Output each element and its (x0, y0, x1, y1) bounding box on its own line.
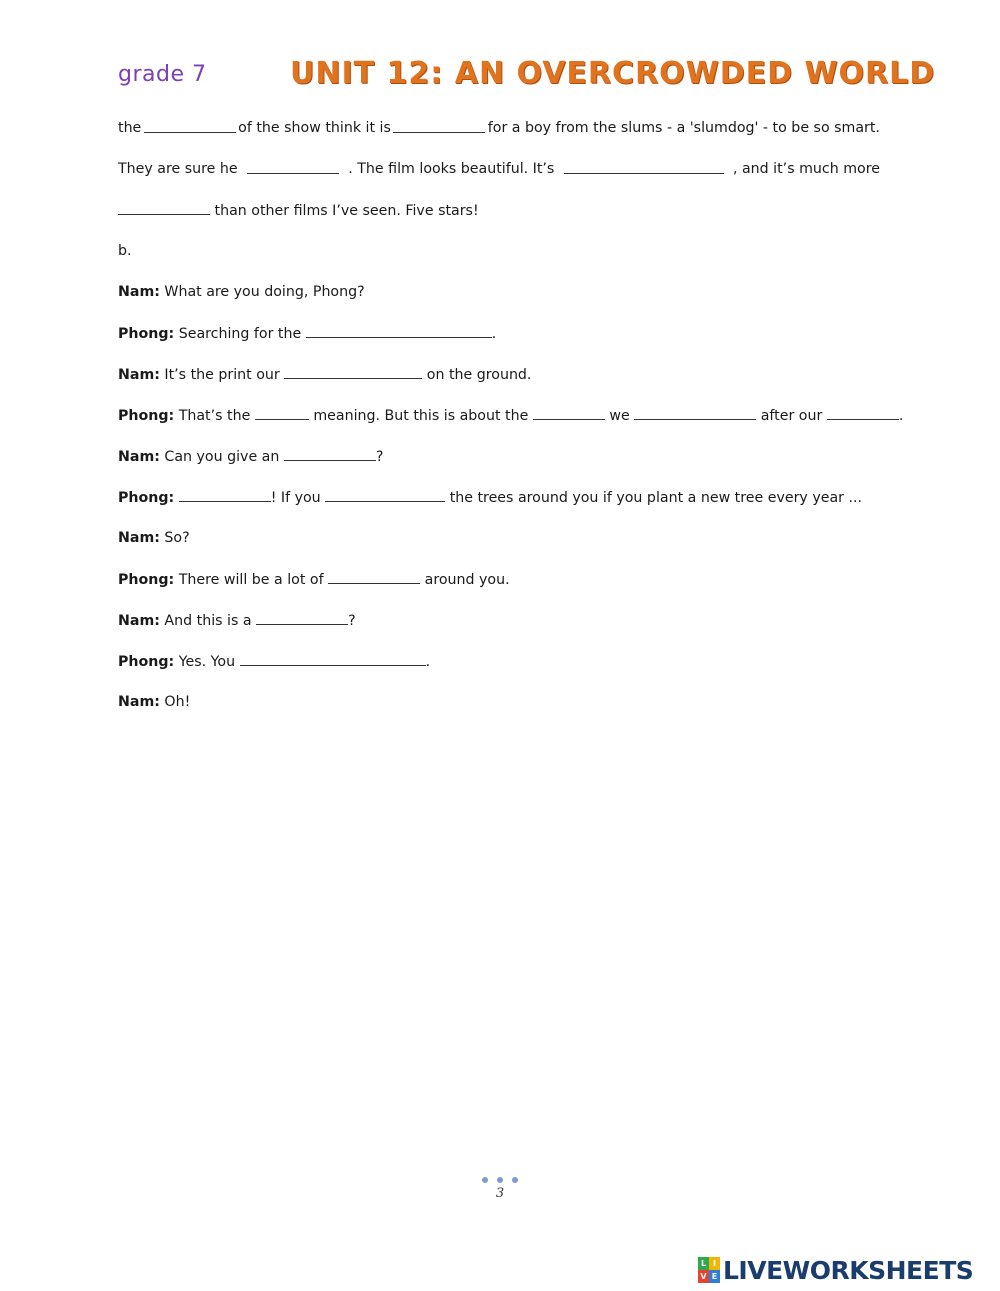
answer-blank[interactable] (393, 118, 485, 133)
dot (482, 1177, 488, 1183)
dialogue-text: the trees around you if you plant a new tree every year ... (449, 490, 863, 506)
dialogue-text: ! If you (270, 490, 321, 506)
speaker-name: Phong: (118, 326, 175, 342)
logo-letter: V (698, 1270, 709, 1283)
text-fragment: . The film looks beautiful. It’s (348, 161, 555, 177)
text-fragment: of the show think it is (238, 120, 391, 136)
logo-letter: E (709, 1270, 720, 1283)
grade-label: grade 7 (118, 62, 207, 87)
speaker-name: Nam: (118, 613, 160, 629)
dialogue-line (118, 487, 880, 508)
answer-blank[interactable] (255, 405, 309, 420)
speaker-name: Nam: (118, 284, 160, 300)
speaker-name: Nam: (118, 530, 160, 546)
dot (512, 1177, 518, 1183)
paragraph-line-2 (118, 159, 880, 179)
dialogue-text: on the ground. (426, 367, 532, 383)
dot (497, 1177, 503, 1183)
dialogue-text: That’s the (178, 408, 251, 424)
dialogue-line (118, 692, 880, 712)
speaker-name: Phong: (118, 654, 175, 670)
speaker-name: Nam: (118, 449, 160, 465)
dialogue-text: So? (164, 530, 190, 546)
liveworksheets-logo[interactable] (698, 1254, 973, 1286)
dialogue-text: Yes. You (178, 654, 236, 670)
speaker-name: Phong: (118, 408, 175, 424)
answer-blank[interactable] (328, 569, 420, 584)
dialogue-line (118, 446, 880, 467)
text-fragment: , and it’s much more (732, 161, 880, 177)
text-fragment: the (118, 120, 142, 136)
dialogue-text: meaning. But this is about the (313, 408, 529, 424)
paragraph-line-1 (118, 118, 880, 138)
dialogue-line (118, 569, 880, 590)
answer-blank[interactable] (564, 159, 724, 174)
answer-blank[interactable] (179, 487, 271, 502)
answer-blank[interactable] (284, 446, 376, 461)
dialogue-line (118, 405, 904, 426)
answer-blank[interactable] (533, 405, 605, 420)
dialogue-text: . (491, 326, 497, 342)
page-number: 3 (495, 1186, 505, 1201)
answer-blank[interactable] (306, 323, 492, 338)
logo-letter: I (709, 1257, 720, 1270)
text-fragment: than other films I’ve seen. Five stars! (214, 203, 479, 219)
dialogue-line (118, 282, 880, 302)
answer-blank[interactable] (634, 405, 756, 420)
dialogue-text: Searching for the (178, 326, 302, 342)
dialogue-text: There will be a lot of (178, 572, 324, 588)
answer-blank[interactable] (247, 159, 339, 174)
page-dots (482, 1175, 518, 1185)
unit-title: UNIT 12: AN OVERCROWDED WORLD (290, 56, 936, 91)
answer-blank[interactable] (118, 200, 210, 215)
dialogue-text: we (609, 408, 630, 424)
dialogue-line (118, 364, 880, 385)
dialogue-text: around you. (424, 572, 510, 588)
dialogue-text: And this is a (164, 613, 252, 629)
dialogue-text: It’s the print our (164, 367, 280, 383)
answer-blank[interactable] (144, 118, 236, 133)
paragraph-line-3 (118, 200, 880, 221)
dialogue-text: What are you doing, Phong? (164, 284, 365, 300)
speaker-name: Nam: (118, 694, 160, 710)
dialogue-text: . (425, 654, 431, 670)
answer-blank[interactable] (240, 651, 426, 666)
text-fragment: for a boy from the slums - a 'slumdog' - to be so smart. (487, 120, 880, 136)
dialogue-line (118, 610, 880, 631)
brand-name: LIVEWORKSHEETS (723, 1255, 974, 1285)
speaker-name: Phong: (118, 490, 175, 506)
dialogue-text: after our (760, 408, 823, 424)
dialogue-text: Oh! (164, 694, 191, 710)
dialogue-text: . (898, 408, 904, 424)
dialogue-text: ? (375, 449, 384, 465)
answer-blank[interactable] (827, 405, 899, 420)
dialogue-text: Can you give an (164, 449, 280, 465)
dialogue-text: ? (348, 613, 356, 629)
dialogue-line (118, 651, 880, 672)
logo-letter: L (698, 1257, 709, 1270)
section-b-label: b. (118, 243, 132, 259)
answer-blank[interactable] (325, 487, 445, 502)
dialogue-line (118, 323, 880, 344)
answer-blank[interactable] (256, 610, 348, 625)
dialogue-line (118, 528, 880, 548)
text-fragment: They are sure he (118, 161, 238, 177)
answer-blank[interactable] (284, 364, 422, 379)
speaker-name: Nam: (118, 367, 160, 383)
speaker-name: Phong: (118, 572, 175, 588)
liveworksheets-icon (698, 1257, 720, 1283)
